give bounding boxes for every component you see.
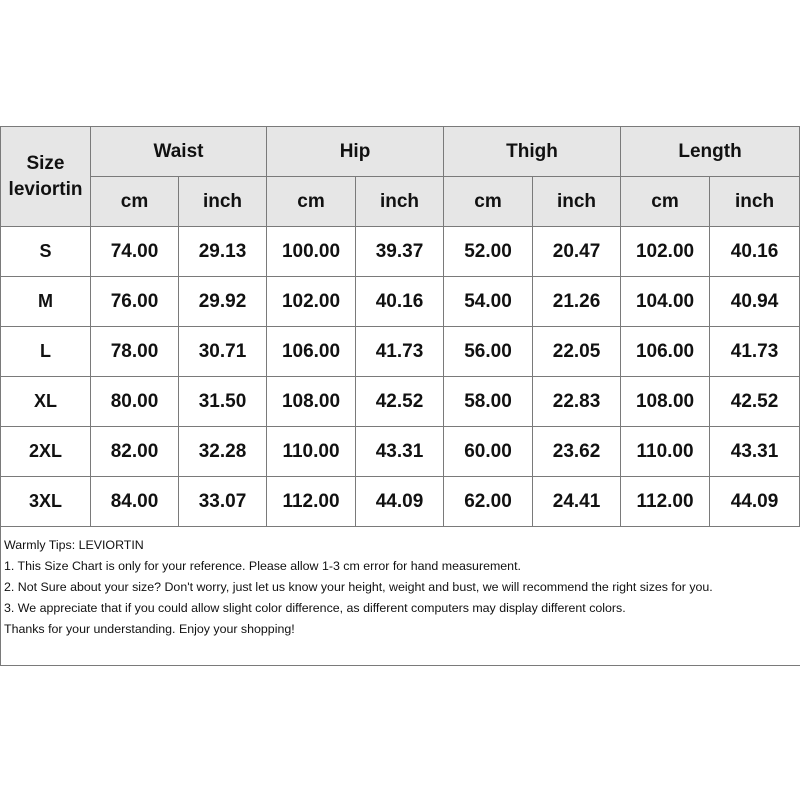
measurement-cell: 60.00 (444, 427, 533, 477)
group-header-thigh: Thigh (444, 127, 621, 177)
size-cell: M (1, 277, 91, 327)
table-row (1, 377, 800, 427)
measurement-cell: 58.00 (444, 377, 533, 427)
unit-header: cm (444, 177, 533, 227)
measurement-cell: 84.00 (91, 477, 179, 527)
measurement-cell: 52.00 (444, 227, 533, 277)
tips-title: Warmly Tips: LEVIORTIN (4, 538, 144, 552)
measurement-cell: 22.83 (533, 377, 621, 427)
measurement-cell: 112.00 (621, 477, 710, 527)
measurement-cell: 30.71 (179, 327, 267, 377)
size-cell: L (1, 327, 91, 377)
unit-header-row (1, 177, 800, 227)
unit-header: inch (710, 177, 800, 227)
measurement-cell: 82.00 (91, 427, 179, 477)
measurement-cell: 44.09 (710, 477, 800, 527)
measurement-cell: 39.37 (356, 227, 444, 277)
unit-header: cm (267, 177, 356, 227)
measurement-cell: 40.16 (710, 227, 800, 277)
group-header-row (1, 127, 800, 177)
measurement-cell: 106.00 (621, 327, 710, 377)
table-row (1, 427, 800, 477)
size-table (0, 126, 800, 527)
measurement-cell: 104.00 (621, 277, 710, 327)
tips-line-3: 3. We appreciate that if you could allow slight color difference, as different computers may display different colors. (4, 601, 626, 615)
size-cell: 2XL (1, 427, 91, 477)
measurement-cell: 21.26 (533, 277, 621, 327)
measurement-cell: 102.00 (621, 227, 710, 277)
measurement-cell: 43.31 (356, 427, 444, 477)
measurement-cell: 33.07 (179, 477, 267, 527)
unit-header: cm (621, 177, 710, 227)
tips-line-1: 1. This Size Chart is only for your reference. Please allow 1-3 cm error for hand measurement. (4, 559, 521, 573)
size-chart (0, 126, 799, 666)
measurement-cell: 29.13 (179, 227, 267, 277)
table-row (1, 477, 800, 527)
measurement-cell: 54.00 (444, 277, 533, 327)
measurement-cell: 24.41 (533, 477, 621, 527)
measurement-cell: 78.00 (91, 327, 179, 377)
size-header-line2: leviortin (8, 178, 83, 200)
measurement-cell: 41.73 (356, 327, 444, 377)
measurement-cell: 108.00 (267, 377, 356, 427)
measurement-cell: 29.92 (179, 277, 267, 327)
measurement-cell: 32.28 (179, 427, 267, 477)
measurement-cell: 112.00 (267, 477, 356, 527)
measurement-cell: 56.00 (444, 327, 533, 377)
measurement-cell: 44.09 (356, 477, 444, 527)
measurement-cell: 62.00 (444, 477, 533, 527)
table-row (1, 227, 800, 277)
group-header-hip: Hip (267, 127, 444, 177)
measurement-cell: 40.94 (710, 277, 800, 327)
measurement-cell: 42.52 (356, 377, 444, 427)
tips-line-2: 2. Not Sure about your size? Don't worry, just let us know your height, weight and bust, we will recommend the right sizes for you. (4, 580, 713, 594)
measurement-cell: 100.00 (267, 227, 356, 277)
unit-header: cm (91, 177, 179, 227)
measurement-cell: 110.00 (267, 427, 356, 477)
measurement-cell: 76.00 (91, 277, 179, 327)
measurement-cell: 40.16 (356, 277, 444, 327)
measurement-cell: 43.31 (710, 427, 800, 477)
tips-line-4: Thanks for your understanding. Enjoy your shopping! (4, 622, 295, 636)
size-cell: 3XL (1, 477, 91, 527)
group-header-length: Length (621, 127, 800, 177)
size-cell: S (1, 227, 91, 277)
size-header-line1: Size (26, 152, 65, 174)
size-header (1, 127, 91, 227)
measurement-cell: 41.73 (710, 327, 800, 377)
tips-box (0, 527, 800, 666)
measurement-cell: 110.00 (621, 427, 710, 477)
measurement-cell: 80.00 (91, 377, 179, 427)
measurement-cell: 20.47 (533, 227, 621, 277)
measurement-cell: 108.00 (621, 377, 710, 427)
group-header-waist: Waist (91, 127, 267, 177)
measurement-cell: 74.00 (91, 227, 179, 277)
measurement-cell: 31.50 (179, 377, 267, 427)
measurement-cell: 42.52 (710, 377, 800, 427)
table-row (1, 277, 800, 327)
measurement-cell: 22.05 (533, 327, 621, 377)
measurement-cell: 23.62 (533, 427, 621, 477)
unit-header: inch (356, 177, 444, 227)
measurement-cell: 106.00 (267, 327, 356, 377)
table-row (1, 327, 800, 377)
unit-header: inch (179, 177, 267, 227)
unit-header: inch (533, 177, 621, 227)
size-cell: XL (1, 377, 91, 427)
measurement-cell: 102.00 (267, 277, 356, 327)
